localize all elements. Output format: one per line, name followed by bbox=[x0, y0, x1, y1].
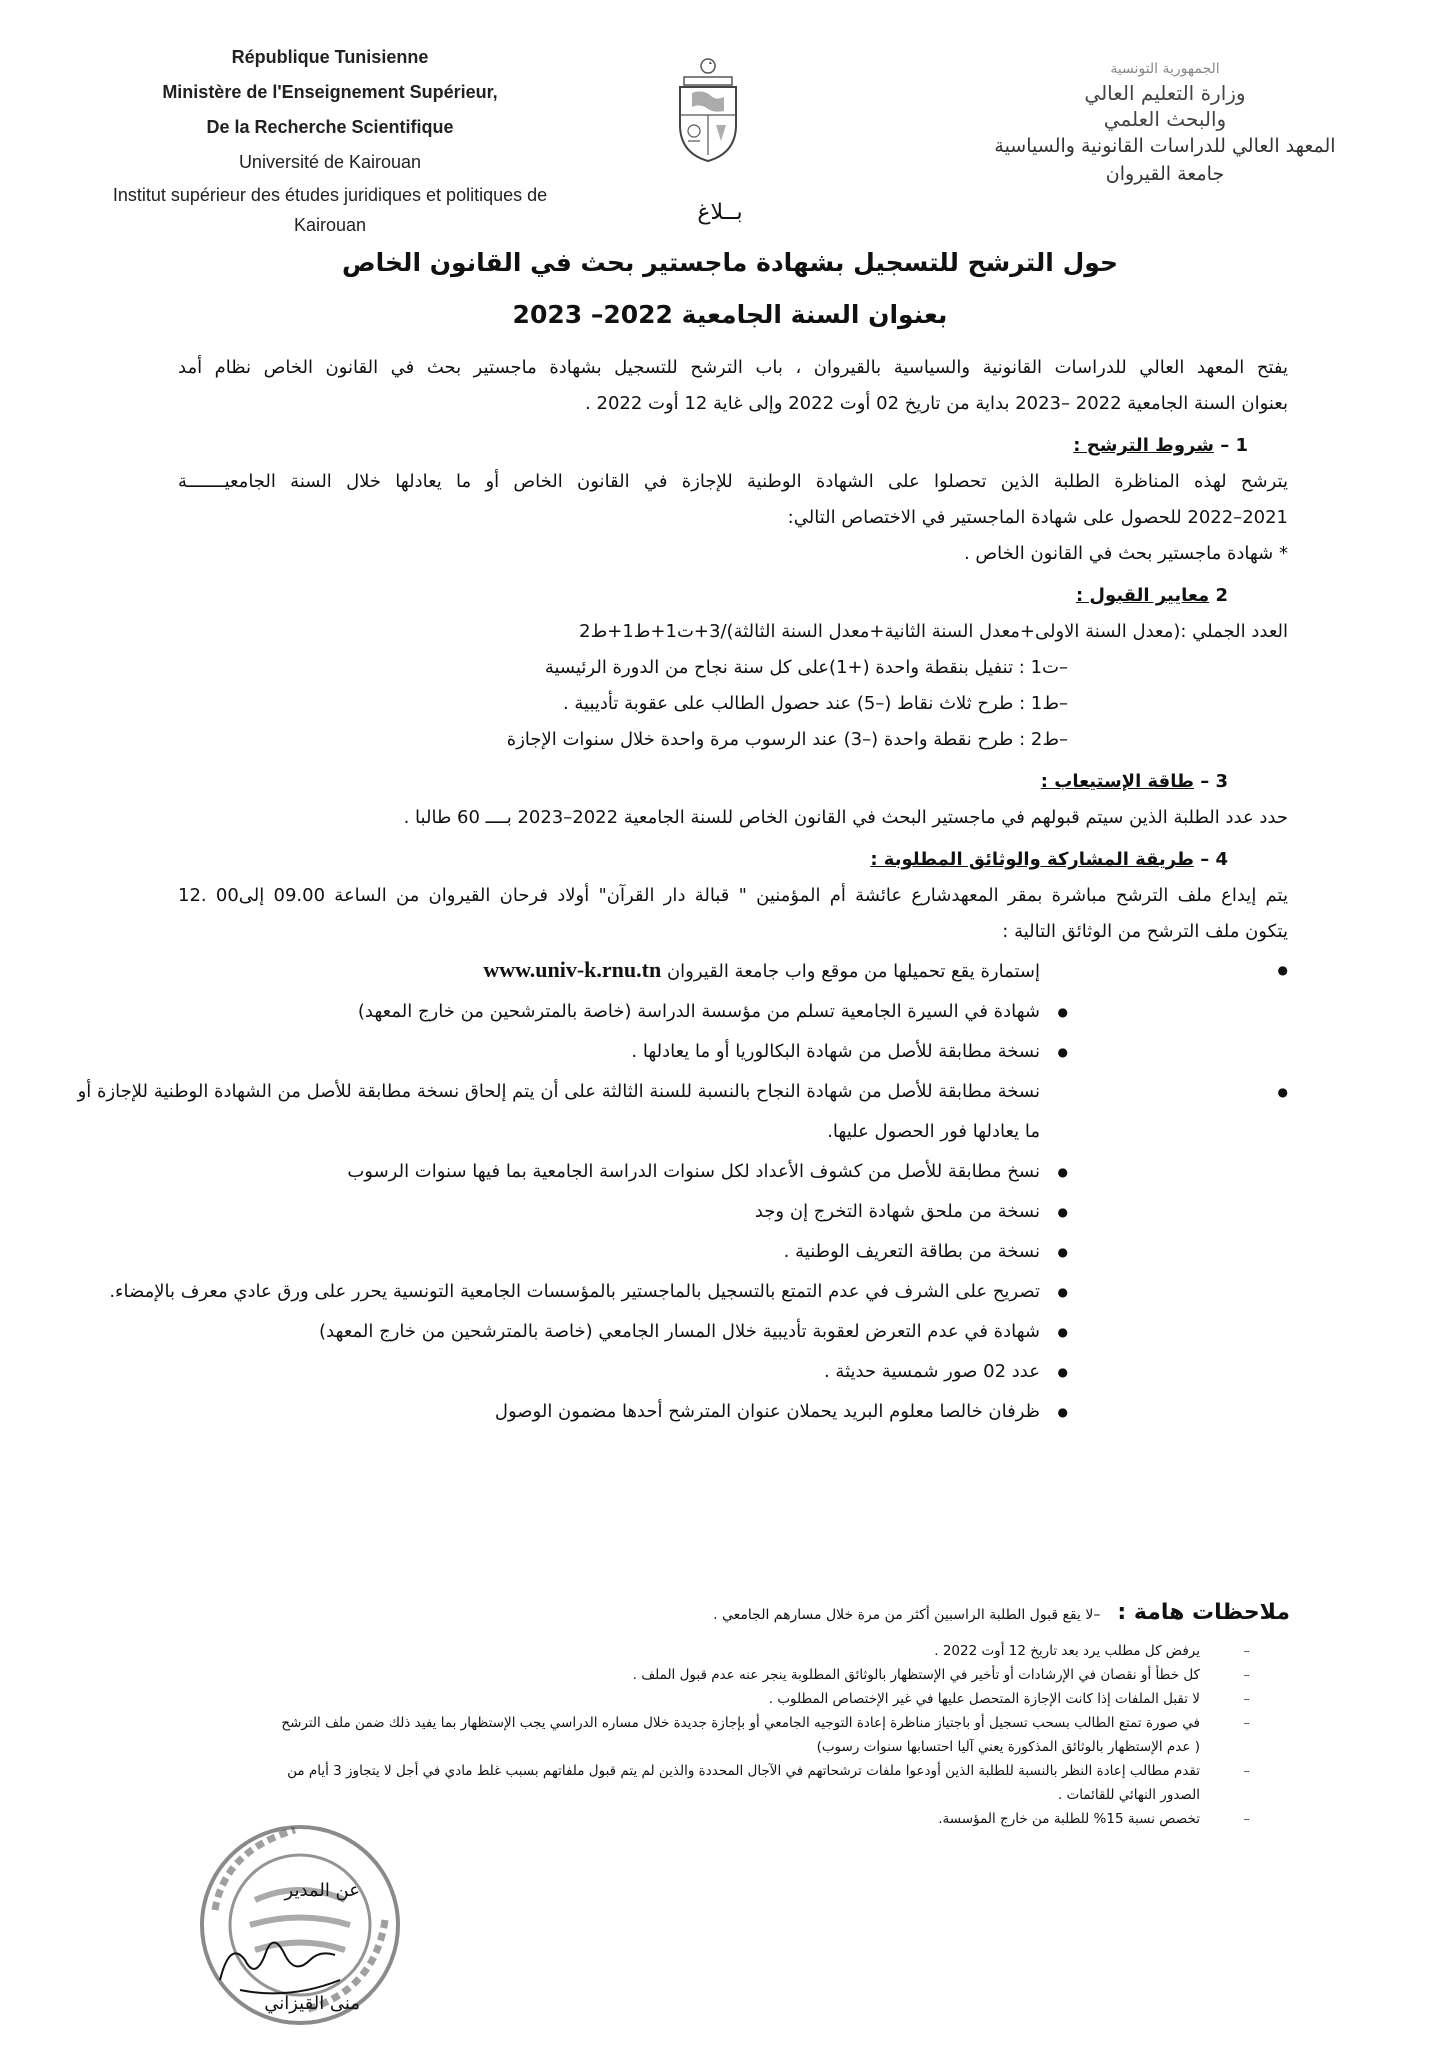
header-ar-republic: الجمهورية التونسية bbox=[1110, 61, 1220, 77]
section-4-heading: 4 – طريقة المشاركة والوثائق المطلوبة : bbox=[870, 849, 1228, 870]
section-1-line-1: يترشح لهذه المناظرة الطلبة الذين تحصلوا على الشهادة الوطنية للإجازة في القانون الخاص أو ما يعادلها خلال السنة الجامعيـــــــة bbox=[178, 471, 1288, 492]
header-ar-university: جامعة القيروان bbox=[1105, 163, 1225, 185]
note-item: – تخصص نسبة 15% للطلبة من خارج المؤسسة. bbox=[150, 1807, 1290, 1831]
header-research: De la Recherche Scientifique bbox=[206, 117, 454, 137]
criterion-p2: –ط2 : طرح نقطة واحدة (–3) عند الرسوب مرة واحدة خلال سنوات الإجازة bbox=[506, 729, 1068, 750]
note-item-continued: الصدور النهائي للقائمات . bbox=[1057, 1787, 1200, 1803]
document-item: ● نسخة من بطاقة التعريف الوطنية . bbox=[178, 1232, 1068, 1272]
note-item: – تقدم مطالب إعادة النظر بالنسبة للطلبة الذين أودعوا ملفات ترشحاتهم في الآجال المحددة والذين لم يتم قبول ملفاتهم بسبب غلط مادي في أجل لا يتجاوز 3 أيام من bbox=[150, 1759, 1290, 1783]
header-french bbox=[60, 40, 600, 240]
admission-formula: العدد الجملي :(معدل السنة الاولى+معدل السنة الثانية+معدل السنة الثالثة)/3+ت1+ط1+ط2 bbox=[579, 621, 1288, 642]
note-item: – كل خطأ أو نقصان في الإرشادات أو تأخير في الإستظهار بالوثائق المطلوبة ينجر عنه عدم قبول الملف . bbox=[150, 1663, 1290, 1687]
section-3-heading: 3 – طاقة الإستيعاب : bbox=[1040, 771, 1228, 792]
notes-title: ملاحظات هامة : bbox=[1117, 1600, 1290, 1625]
section-3-number: 3 bbox=[1215, 771, 1228, 792]
section-3-title: طاقة الإستيعاب : bbox=[1040, 771, 1194, 792]
document-item-continued: ما يعادلها فور الحصول عليها. bbox=[827, 1121, 1040, 1142]
note-item-continued: ( عدم الإستظهار بالوثائق المذكورة يعني آليا احتسابها سنوات رسوب) bbox=[816, 1739, 1200, 1755]
document-item: ● ظرفان خالصا معلوم البريد يحملان عنوان المترشح أحدها مضمون الوصول bbox=[178, 1392, 1068, 1432]
tunisia-coat-of-arms-icon bbox=[670, 55, 746, 165]
section-1-line-3: * شهادة ماجستير بحث في القانون الخاص . bbox=[963, 543, 1288, 564]
notes-heading bbox=[150, 1600, 1290, 1625]
header-ar-research: والبحث العلمي bbox=[1103, 107, 1227, 131]
document-item: ● تصريح على الشرف في عدم التمتع بالتسجيل بالماجستير بالمؤسسات الجامعية التونسية يحرر على ورق عادي معرف بالإمضاء. bbox=[178, 1272, 1068, 1312]
document-form-text: إستمارة يقع تحميلها من موقع واب جامعة القيروان bbox=[666, 961, 1040, 982]
document-item: ● نسخ مطابقة للأصل من كشوف الأعداد لكل سنوات الدراسة الجامعية بما فيها سنوات الرسوب bbox=[178, 1152, 1068, 1192]
documents-intro: يتكون ملف الترشح من الوثائق التالية : bbox=[1002, 921, 1288, 942]
document-item: ● نسخة مطابقة للأصل من شهادة البكالوريا أو ما يعادلها . bbox=[178, 1032, 1068, 1072]
submission-line: يتم إيداع ملف الترشح مباشرة بمقر المعهدشارع عائشة أم المؤمنين " قبالة دار القرآن" أولاد فرحان القيروان من الساعة 09.00 إلى00 .12 bbox=[178, 885, 1288, 906]
university-website-link[interactable]: www.univ-k.rnu.tn bbox=[483, 957, 662, 982]
signature-name: منى القيزاني bbox=[264, 1993, 360, 2014]
document-item: ● نسخة من ملحق شهادة التخرج إن وجد bbox=[178, 1192, 1068, 1232]
header-ar-ministry: وزارة التعليم العالي bbox=[1084, 81, 1246, 105]
important-notes bbox=[150, 1600, 1290, 1831]
header-institute: Institut supérieur des études juridiques et politiques de bbox=[112, 185, 548, 205]
announcement-body bbox=[77, 350, 1288, 1432]
capacity-line: حدد عدد الطلبة الذين سيتم قبولهم في ماجستير البحث في القانون الخاص للسنة الجامعية 2022–2023 بــــ 60 طالبا . bbox=[403, 807, 1288, 828]
section-4-number: 4 bbox=[1215, 849, 1228, 870]
documents-list bbox=[77, 992, 1288, 1432]
section-2-heading bbox=[178, 578, 1288, 614]
document-item-form bbox=[178, 950, 1288, 992]
document-title: حول الترشح للتسجيل بشهادة ماجستير بحث في القانون الخاص bbox=[342, 248, 1118, 277]
section-1-title: شروط الترشح : bbox=[1073, 435, 1214, 456]
section-1-line-2: 2021–2022 للحصول على شهادة الماجستير في الاختصاص التالي: bbox=[787, 507, 1288, 528]
note-item: – لا تقبل الملفات إذا كانت الإجازة المتحصل عليها في غير الإختصاص المطلوب . bbox=[150, 1687, 1290, 1711]
intro-line-2: بعنوان السنة الجامعية 2022 –2023 بداية من تاريخ 02 أوت 2022 وإلى غاية 12 أوت 2022 . bbox=[585, 393, 1288, 414]
section-2-number: 2 bbox=[1215, 585, 1228, 606]
document-item: ● شهادة في عدم التعرض لعقوبة تأديبية خلال المسار الجامعي (خاصة بالمترشحين من خارج المعهد) bbox=[178, 1312, 1068, 1352]
announcement-word: بــلاغ bbox=[697, 200, 743, 225]
section-4-title: طريقة المشاركة والوثائق المطلوبة : bbox=[870, 849, 1194, 870]
notes-first-item: –لا يقع قبول الطلبة الراسبين أكثر من مرة خلال مسارهم الجامعي . bbox=[713, 1607, 1101, 1623]
header-arabic bbox=[945, 58, 1385, 188]
intro-line-1: يفتح المعهد العالي للدراسات القانونية والسياسية بالقيروان ، باب الترشح للتسجيل بشهادة ماجستير بحث في القانون الخاص نظام أمد bbox=[178, 357, 1288, 378]
criterion-t1: –ت1 : تنفيل بنقطة واحدة (+1)على كل سنة نجاح من الدورة الرئيسية bbox=[544, 657, 1068, 678]
note-item: – يرفض كل مطلب يرد بعد تاريخ 12 أوت 2022 . bbox=[150, 1639, 1290, 1663]
document-item: ● عدد 02 صور شمسية حديثة . bbox=[178, 1352, 1068, 1392]
note-item: – في صورة تمتع الطالب بسحب تسجيل أو باجتياز مناظرة إعادة التوجيه الجامعي أو بإجازة جديدة خلال مساره الدراسي يجب الإستظهار بما يفيد ذلك ضمن ملف الترشح bbox=[150, 1711, 1290, 1735]
header-city: Kairouan bbox=[293, 215, 367, 235]
signature-on-behalf: عن المدير bbox=[284, 1880, 360, 1901]
section-1-heading: 1 – شروط الترشح : bbox=[1073, 435, 1248, 456]
header-ministry: Ministère de l'Enseignement Supérieur, bbox=[162, 82, 498, 102]
header-university: Université de Kairouan bbox=[238, 152, 422, 172]
document-item: ● شهادة في السيرة الجامعية تسلم من مؤسسة الدراسة (خاصة بالمترشحين من خارج المعهد) bbox=[178, 992, 1068, 1032]
header-republic: République Tunisienne bbox=[231, 47, 429, 67]
criterion-p1: –ط1 : طرح ثلاث نقاط (–5) عند حصول الطالب على عقوبة تأديبية . bbox=[562, 693, 1068, 714]
document-item: ● نسخة مطابقة للأصل من شهادة النجاح بالنسبة للسنة الثالثة على أن يتم إلحاق نسخة مطابقة للأصل من الشهادة الوطنية للإجازة أو bbox=[178, 1072, 1288, 1112]
handwritten-signature bbox=[210, 1920, 360, 2000]
header-ar-institute: المعهد العالي للدراسات القانونية والسياسية bbox=[994, 135, 1336, 157]
section-1-number: 1 bbox=[1235, 435, 1248, 456]
academic-year-title: بعنوان السنة الجامعية 2022– 2023 bbox=[512, 300, 948, 329]
section-2-title: معايير القبول : bbox=[1075, 585, 1210, 606]
